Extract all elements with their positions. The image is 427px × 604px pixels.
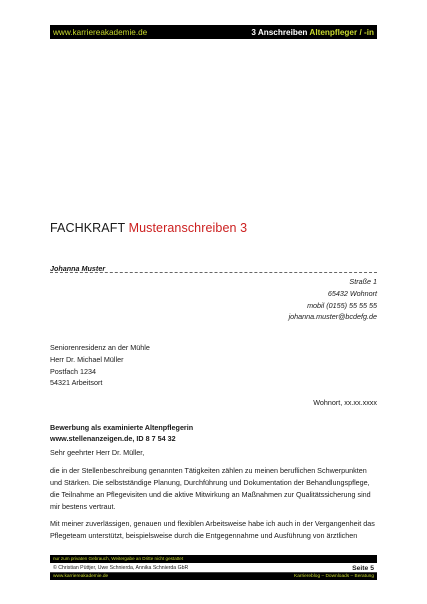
sender-phone: mobil (0155) 55 55 55	[307, 300, 377, 310]
footer-copyright: © Christian Püttjer, Uwe Schnierda, Annika Schnierda GbR	[53, 565, 189, 571]
footer-site-link[interactable]: www.karriereakademie.de	[53, 574, 109, 579]
greeting: Sehr geehrter Herr Dr. Müller,	[50, 448, 145, 457]
footer-notice: nur zum privaten Gebrauch, Weitergabe an Dritte nicht gestattet	[50, 555, 377, 563]
footer-links[interactable]: Karriereblog – Downloads – Beratung	[294, 574, 374, 579]
sender-city: 65432 Wohnort	[327, 288, 377, 298]
sender-email[interactable]: johanna.muster@bcdefg.de	[288, 312, 377, 322]
sender-name: Johanna Muster	[50, 264, 106, 273]
page-number: Seite 5	[352, 564, 374, 572]
header-title-accent: Altenpfleger / -in	[309, 27, 374, 37]
header-site-link[interactable]: www.karriereakademie.de	[53, 27, 148, 37]
recipient-address	[50, 342, 150, 389]
page-title-red: Musteranschreiben 3	[128, 221, 248, 235]
page-title	[50, 221, 247, 235]
letter-date: Wohnort, xx.xx.xxxx	[313, 398, 377, 407]
recipient-line: 54321 Arbeitsort	[50, 378, 103, 388]
sender-street: Straße 1	[349, 277, 377, 286]
subject	[50, 422, 193, 444]
sender-address	[289, 276, 377, 323]
body-paragraph-2: Mit meiner zuverlässigen, genauen und flexiblen Arbeitsweise habe ich auch in der Vergangenheit das Pflegeteam unterstützt, beispielsweise durch die Entgegennahme und Ausführung von ärztlichen	[50, 519, 375, 540]
sender-divider	[50, 272, 377, 273]
page-title-black: FACHKRAFT	[50, 221, 129, 235]
subject-line: Bewerbung als examinierte Altenpflegerin	[50, 423, 194, 432]
header-title-prefix: 3 Anschreiben	[251, 27, 310, 37]
footer-bar	[50, 573, 377, 580]
body-paragraph-1: die in der Stellenbeschreibung genannten Tätigkeiten zählen zu meinen beruflichen Schwerpunkten und Stärken. Die selbstständige Planung, Durchführung und Dokumentation der Behandlungspflege, die Teilnahme an Pflegevisiten und die aktive Mitwirkung an Maßnahmen zur Qualitätssicherung sind mir bestens vertraut.	[50, 466, 371, 511]
header-title	[251, 28, 374, 37]
recipient-line: Postfach 1234	[50, 366, 96, 376]
recipient-line: Seniorenresidenz an der Mühle	[50, 343, 150, 352]
recipient-line: Herr Dr. Michael Müller	[50, 354, 124, 364]
subject-reference: www.stellenanzeigen.de, ID 8 7 54 32	[50, 434, 176, 443]
header-bar	[50, 25, 377, 39]
